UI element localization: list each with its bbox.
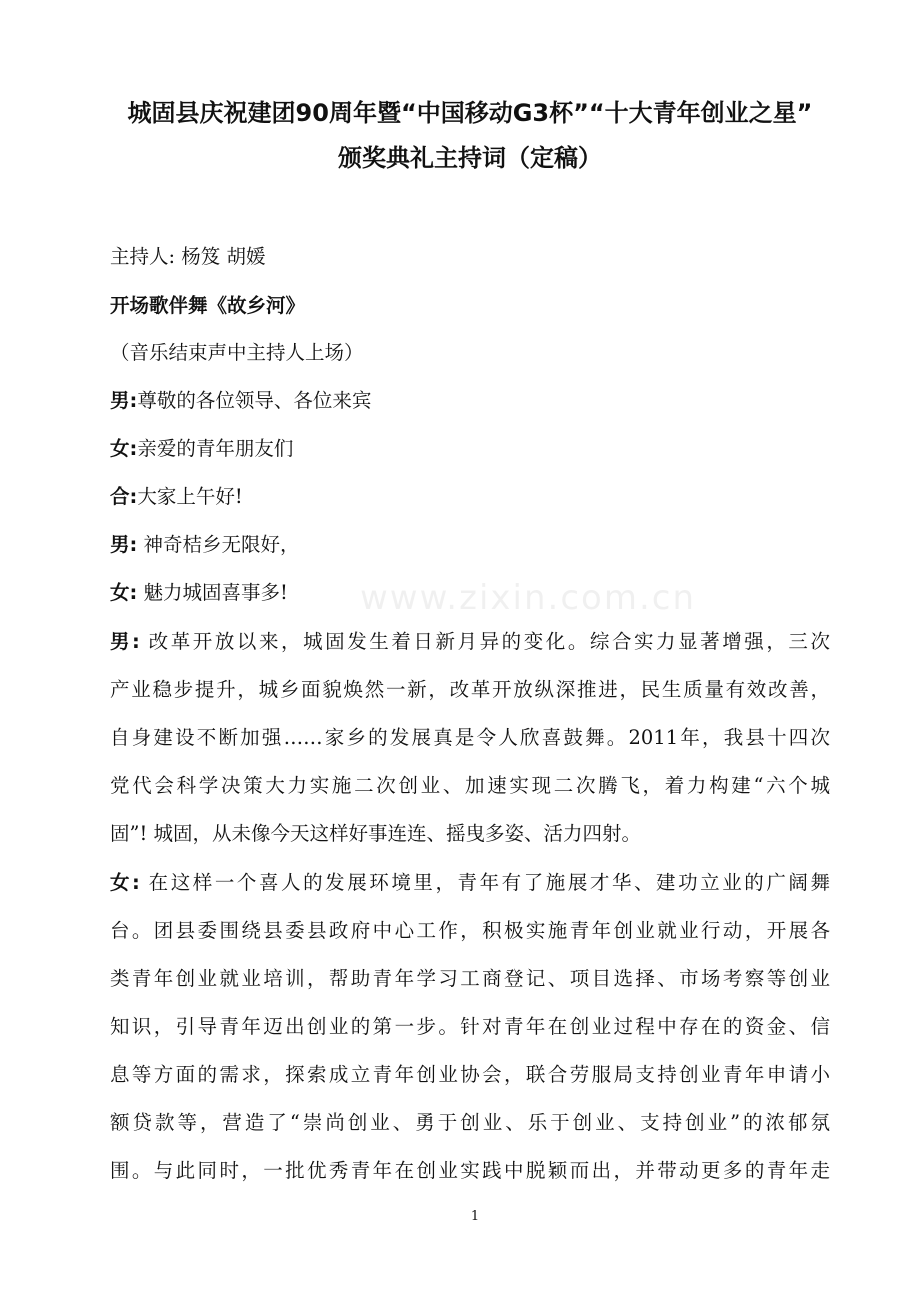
- dialogue-text: 亲爱的青年朋友们: [137, 437, 294, 460]
- dialogue-line: [110, 435, 830, 463]
- paragraph-line: 自身建设不断加强……家乡的发展真是令人欣喜鼓舞。2011年，我县十四次: [110, 726, 830, 749]
- title-line-1: 城固县庆祝建团90周年暨“中国移动G3杯”“十大青年创业之星”: [127, 99, 813, 127]
- dialogue-text: 尊敬的各位领导、各位来宾: [137, 389, 372, 412]
- speaker-label: 合:: [110, 485, 138, 508]
- paragraph-line: 固”! 城固，从未像今天这样好事连连、摇曳多姿、活力四射。: [110, 822, 642, 845]
- speaker-label: 女:: [110, 581, 138, 604]
- stage-direction: （音乐结束声中主持人上场）: [110, 341, 364, 364]
- paragraph-line: 额贷款等，营造了“崇尚创业、勇于创业、乐于创业、支持创业”的浓郁氛: [110, 1111, 830, 1134]
- watermark: www.zixin.com.cn: [360, 578, 696, 618]
- dialogue-line: [110, 579, 830, 607]
- paragraph-line: 党代会科学决策大力实施二次创业、加速实现二次腾飞，着力构建“六个城: [110, 774, 830, 797]
- title-line-2: 颁奖典礼主持词（定稿）: [338, 144, 602, 172]
- dialogue-text: 改革开放以来，城固发生着日新月异的变化。综合实力显著增强，三次: [139, 630, 830, 653]
- paragraph-line: 围。与此同时，一批优秀青年在创业实践中脱颖而出，并带动更多的青年走: [110, 1159, 830, 1182]
- opening-program: 开场歌伴舞《故乡河》: [110, 294, 306, 317]
- dialogue-text: 在这样一个喜人的发展环境里，青年有了施展才华、建功立业的广阔舞: [139, 871, 830, 894]
- dialogue-line: [110, 628, 830, 656]
- speaker-label: 女:: [110, 871, 140, 894]
- dialogue-line: [110, 531, 830, 559]
- page-number: 1: [470, 1209, 480, 1224]
- paragraph-line: 息等方面的需求，探索成立青年创业协会，联合劳服局支持创业青年申请小: [110, 1063, 830, 1086]
- paragraph-line: 台。团县委围绕县委县政府中心工作，积极实施青年创业就业行动，开展各: [110, 919, 830, 942]
- hosts-line: 主持人: 杨笈 胡媛: [110, 245, 266, 268]
- paragraph-line: 类青年创业就业培训，帮助青年学习工商登记、项目选择、市场考察等创业: [110, 967, 830, 990]
- dialogue-line: [110, 869, 830, 897]
- dialogue-text: 魅力城固喜事多!: [137, 581, 288, 604]
- paragraph-line: 知识，引导青年迈出创业的第一步。针对青年在创业过程中存在的资金、信: [110, 1015, 830, 1038]
- dialogue-text: 大家上午好!: [137, 485, 243, 508]
- dialogue-line: [110, 483, 830, 511]
- speaker-label: 男:: [110, 533, 138, 556]
- speaker-label: 男:: [110, 630, 140, 653]
- speaker-label: 女:: [110, 437, 138, 460]
- dialogue-text: 神奇桔乡无限好，: [137, 533, 300, 556]
- paragraph-line: 产业稳步提升，城乡面貌焕然一新，改革开放纵深推进，民生质量有效改善，: [110, 678, 830, 701]
- speaker-label: 男:: [110, 389, 138, 412]
- dialogue-line: [110, 387, 830, 415]
